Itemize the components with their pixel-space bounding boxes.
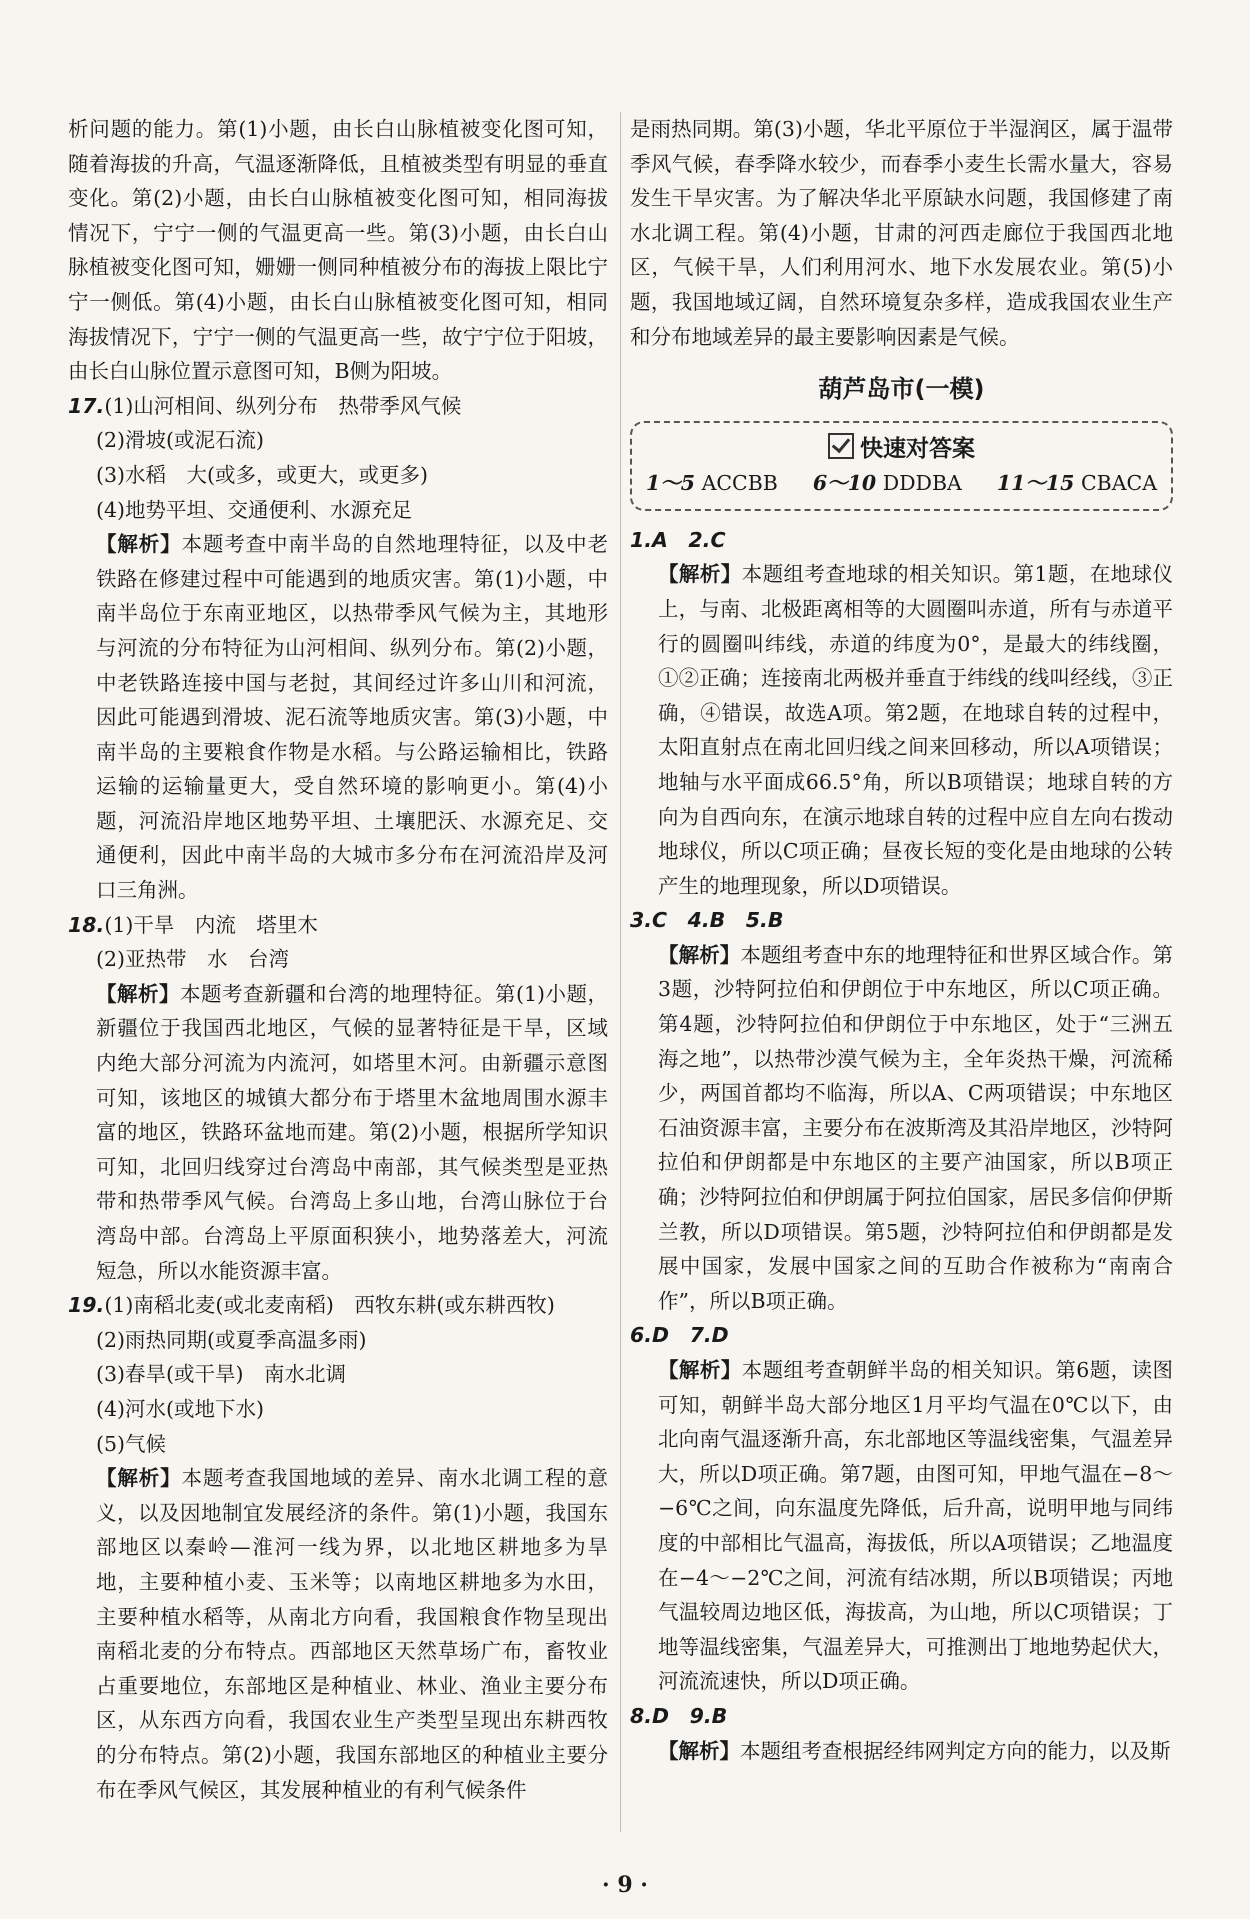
analysis-label: 【解析】 <box>658 1358 742 1382</box>
answer-line: (3)水稻 大(或多，或更大，或更多) <box>96 462 429 487</box>
analysis-text: 本题组考查地球的相关知识。第1题，在地球仪上，与南、北极距离相等的大圆圈叫赤道，所有与赤道平行的圆圈叫纬线，赤道的纬度为0°，是最大的纬线圈，①②正确；连接南北两极并垂直于纬线的线叫经线，③正确，④错误，故选A项。第2题，在地球自转的过程中，太阳直射点在南北回归线之间来回移动，所以A项错误；地轴与水平面成66.5°角，所以B项错误；地球自转的方向为自西向东，在演示地球自转的过程中应自左向右拨动地球仪，所以C项正确；昼夜长短的变化是由地球的公转产生的地理现象，所以D项错误。 <box>658 562 1174 898</box>
quick-answer-row <box>646 467 1157 499</box>
question-group-8-9 <box>630 1699 1173 1768</box>
answer-line: (1)山河相间、纵列分布 热带季风气候 <box>104 393 462 418</box>
question-number: 19. <box>68 1293 105 1318</box>
column-divider <box>620 112 621 1832</box>
answer-range: 11～15 <box>996 470 1075 495</box>
quick-answer-box <box>630 421 1173 511</box>
analysis-label: 【解析】 <box>96 981 180 1006</box>
checkbox-icon <box>828 433 854 459</box>
intro-paragraph: 析问题的能力。第(1)小题，由长白山脉植被变化图可知，随着海拔的升高，气温逐渐降低，且植被类型有明显的垂直变化。第(2)小题，由长白山脉植被变化图可知，相同海拔情况下，宁宁一侧的气温更高一些。第(3)小题，由长白山脉植被变化图可知，姗姗一侧同种植被分布的海拔上限比宁宁一侧低。第(4)小题，由长白山脉植被变化图可知，相同海拔情况下，宁宁一侧的气温更高一些，故宁宁位于阳坡，由长白山脉位置示意图可知，B侧为阳坡。 <box>68 117 608 384</box>
question-number: 17. <box>68 393 105 418</box>
group-answers: 8.D 9.B <box>630 1703 728 1728</box>
answer-line: (3)春旱(或干旱) 南水北调 <box>96 1362 347 1387</box>
page-number: · 9 · <box>602 1872 648 1898</box>
left-column <box>68 112 608 1807</box>
analysis-text: 本题考查中南半岛的自然地理特征，以及中老铁路在修建过程中可能遇到的地质灾害。第(1)小题，中南半岛位于东南亚地区，以热带季风气候为主，其地形与河流的分布特征为山河相间、纵列分布。第(2)小题，中老铁路连接中国与老挝，其间经过许多山川和河流，因此可能遇到滑坡、泥石流等地质灾害。第(3)小题，中南半岛的主要粮食作物是水稻。与公路运输相比，铁路运输的运输量更大，受自然环境的影响更小。第(4)小题，河流沿岸地区地势平坦、土壤肥沃、水源充足、交通便利，因此中南半岛的大城市多分布在河流沿岸及河口三角洲。 <box>96 532 609 903</box>
analysis-label: 【解析】 <box>96 1466 182 1491</box>
question-group-6-7 <box>630 1318 1173 1699</box>
answer-line: (2)滑坡(或泥石流) <box>96 428 265 453</box>
group-answers: 6.D 7.D <box>630 1323 729 1348</box>
continued-paragraph: 是雨热同期。第(3)小题，华北平原位于半湿润区，属于温带季风气候，春季降水较少，而春季小麦生长需水量大，容易发生干旱灾害。为了解决华北平原缺水问题，我国修建了南水北调工程。第(4)小题，甘肃的河西走廊位于我国西北地区，气候干旱，人们利用河水、地下水发展农业。第(5)小题，我国地域辽阔，自然环境复杂多样，造成我国农业生产和分布地域差异的最主要影响因素是气候。 <box>630 117 1173 349</box>
quick-answer-title: 快速对答案 <box>860 435 975 462</box>
question-group-1-2 <box>630 523 1173 904</box>
analysis-text: 本题组考查朝鲜半岛的相关知识。第6题，读图可知，朝鲜半岛大部分地区1月平均气温在0℃以下，由北向南气温逐渐升高，东北部地区等温线密集，气温差异大，所以D项正确。第7题，由图可知，甲地气温在−8～−6℃之间，向东温度先降低，后升高，说明甲地与同纬度的中部相比气温高，海拔低，所以A项错误；乙地温度在−4～−2℃之间，河流有结冰期，所以B项错误；丙地气温较周边地区低，海拔高，为山地，所以C项错误；丁地等温线密集，气温差异大，可推测出丁地地势起伏大，河流流速快，所以D项正确。 <box>658 1358 1174 1694</box>
answer-letters: DDDBA <box>882 470 962 495</box>
question-18 <box>68 908 608 1289</box>
analysis-label: 【解析】 <box>658 562 742 587</box>
answer-line: (2)亚热带 水 台湾 <box>96 947 290 972</box>
analysis-label: 【解析】 <box>658 1738 740 1763</box>
right-column <box>630 112 1173 1768</box>
analysis-label: 【解析】 <box>658 942 741 967</box>
answer-line: (4)河水(或地下水) <box>96 1396 265 1421</box>
answer-range: 1～5 <box>646 470 696 495</box>
group-answers: 1.A 2.C <box>630 527 726 552</box>
group-answers: 3.C 4.B 5.B <box>630 908 784 933</box>
question-number: 18. <box>68 912 105 937</box>
answer-letters: CBACA <box>1080 470 1157 495</box>
analysis-text: 本题组考查根据经纬网判定方向的能力，以及斯 <box>740 1738 1171 1763</box>
answer-letters: ACCBB <box>701 470 778 495</box>
analysis-text: 本题组考查中东的地理特征和世界区域合作。第3题，沙特阿拉伯和伊朗位于中东地区，所以C项正确。第4题，沙特阿拉伯和伊朗位于中东地区，处于“三洲五海之地”，以热带沙漠气候为主，全年炎热干燥，河流稀少，两国首都均不临海，所以A、C两项错误；中东地区石油资源丰富，主要分布在波斯湾及其沿岸地区，沙特阿拉伯和伊朗都是中东地区的主要产油国家，所以B项正确；沙特阿拉伯和伊朗属于阿拉伯国家，居民多信仰伊斯兰教，所以D项错误。第5题，沙特阿拉伯和伊朗都是发展中国家，发展中国家之间的互助合作被称为“南南合作”，所以B项正确。 <box>658 942 1174 1313</box>
analysis-text: 本题考查新疆和台湾的地理特征。第(1)小题，新疆位于我国西北地区，气候的显著特征是干旱，区域内绝大部分河流为内流河，如塔里木河。由新疆示意图可知，该地区的城镇大都分布于塔里木盆地周围水源丰富的地区，铁路环盆地而建。第(2)小题，根据所学知识可知，北回归线穿过台湾岛中南部，其气候类型是亚热带和热带季风气候。台湾岛上多山地，台湾山脉位于台湾岛中部。台湾岛上平原面积狭小，地势落差大，河流短急，所以水能资源丰富。 <box>96 981 608 1283</box>
answer-line: (4)地势平坦、交通便利、水源充足 <box>96 497 413 522</box>
answer-range: 6～10 <box>812 470 877 495</box>
analysis-label: 【解析】 <box>96 532 182 557</box>
answer-line: (1)南稻北麦(或北麦南稻) 西牧东耕(或东耕西牧) <box>104 1293 555 1318</box>
answer-line: (2)雨热同期(或夏季高温多雨) <box>96 1327 367 1352</box>
question-17 <box>68 389 608 908</box>
answer-line: (5)气候 <box>96 1431 167 1456</box>
question-19 <box>68 1288 608 1807</box>
answer-line: (1)干旱 内流 塔里木 <box>104 912 318 937</box>
section-title: 葫芦岛市(一模) <box>818 375 985 404</box>
analysis-text: 本题考查我国地域的差异、南水北调工程的意义，以及因地制宜发展经济的条件。第(1)小题，我国东部地区以秦岭—淮河一线为界，以北地区耕地多为旱地，主要种植小麦、玉米等；以南地区耕地多为水田，主要种植水稻等，从南北方向看，我国粮食作物呈现出南稻北麦的分布特点。西部地区天然草场广布，畜牧业占重要地位，东部地区是种植业、林业、渔业主要分布区，从东西方向看，我国农业生产类型呈现出东耕西牧的分布特点。第(2)小题，我国东部地区的种植业主要分布在季风气候区，其发展种植业的有利气候条件 <box>96 1466 609 1802</box>
question-group-3-5 <box>630 903 1173 1318</box>
